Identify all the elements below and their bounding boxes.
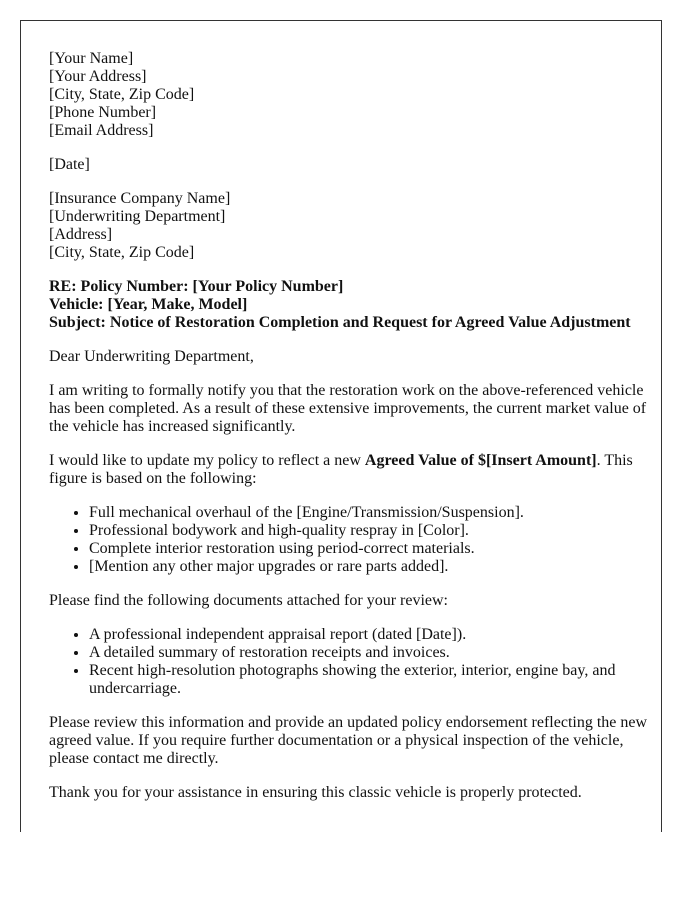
sender-address: [Your Address] bbox=[49, 68, 147, 85]
attachments-intro: Please find the following documents attached for your review: bbox=[49, 592, 448, 609]
improvements-list bbox=[49, 504, 649, 576]
letter-date: [Date] bbox=[49, 156, 90, 173]
recipient-company: [Insurance Company Name] bbox=[49, 190, 231, 207]
salutation: Dear Underwriting Department, bbox=[49, 348, 254, 365]
recipient-city-state-zip: [City, State, Zip Code] bbox=[49, 244, 195, 261]
intro-paragraph: I am writing to formally notify you that the restoration work on the above-referenced vehicle has been completed. As a result of these extensive improvements, the current market value of the vehicle has increased significantly. bbox=[49, 382, 647, 435]
letter-document bbox=[20, 20, 662, 832]
list-item: • Full mechanical overhaul of the [Engine/Transmission/Suspension]. bbox=[89, 504, 649, 522]
recipient-address: [Address] bbox=[49, 226, 113, 243]
vehicle-reference: Vehicle: [Year, Make, Model] bbox=[49, 296, 248, 313]
reference-block bbox=[49, 278, 661, 332]
list-item: • Recent high-resolution photographs showing the exterior, interior, engine bay, and undercarriage. bbox=[89, 662, 649, 698]
request-paragraph: Please review this information and provide an updated policy endorsement reflecting the new agreed value. If you require further documentation or a physical inspection of the vehicle, please contact me directly. bbox=[49, 714, 648, 767]
agreed-value-paragraph bbox=[49, 452, 649, 488]
subject-line: Subject: Notice of Restoration Completion and Request for Agreed Value Adjustment bbox=[49, 314, 631, 331]
recipient-block bbox=[49, 190, 661, 262]
list-item: • Complete interior restoration using period-correct materials. bbox=[89, 540, 649, 558]
sender-phone: [Phone Number] bbox=[49, 104, 157, 121]
sender-block bbox=[49, 50, 661, 140]
list-item: • A detailed summary of restoration receipts and invoices. bbox=[89, 644, 649, 662]
date-block bbox=[49, 156, 661, 174]
list-item: • Professional bodywork and high-quality respray in [Color]. bbox=[89, 522, 649, 540]
attachments-list bbox=[49, 626, 649, 698]
policy-reference: RE: Policy Number: [Your Policy Number] bbox=[49, 278, 344, 295]
thanks-paragraph: Thank you for your assistance in ensuring this classic vehicle is properly protected. bbox=[49, 784, 582, 801]
agreed-value-prefix: I would like to update my policy to reflect a new bbox=[49, 452, 365, 469]
list-item: • [Mention any other major upgrades or rare parts added]. bbox=[89, 558, 649, 576]
list-item: • A professional independent appraisal report (dated [Date]). bbox=[89, 626, 649, 644]
sender-email: [Email Address] bbox=[49, 122, 154, 139]
sender-city-state-zip: [City, State, Zip Code] bbox=[49, 86, 195, 103]
agreed-value-suffix: . This figure is based on the following: bbox=[49, 452, 633, 487]
agreed-value-amount: Agreed Value of $[Insert Amount] bbox=[364, 452, 597, 469]
sender-name: [Your Name] bbox=[49, 50, 134, 67]
recipient-department: [Underwriting Department] bbox=[49, 208, 226, 225]
